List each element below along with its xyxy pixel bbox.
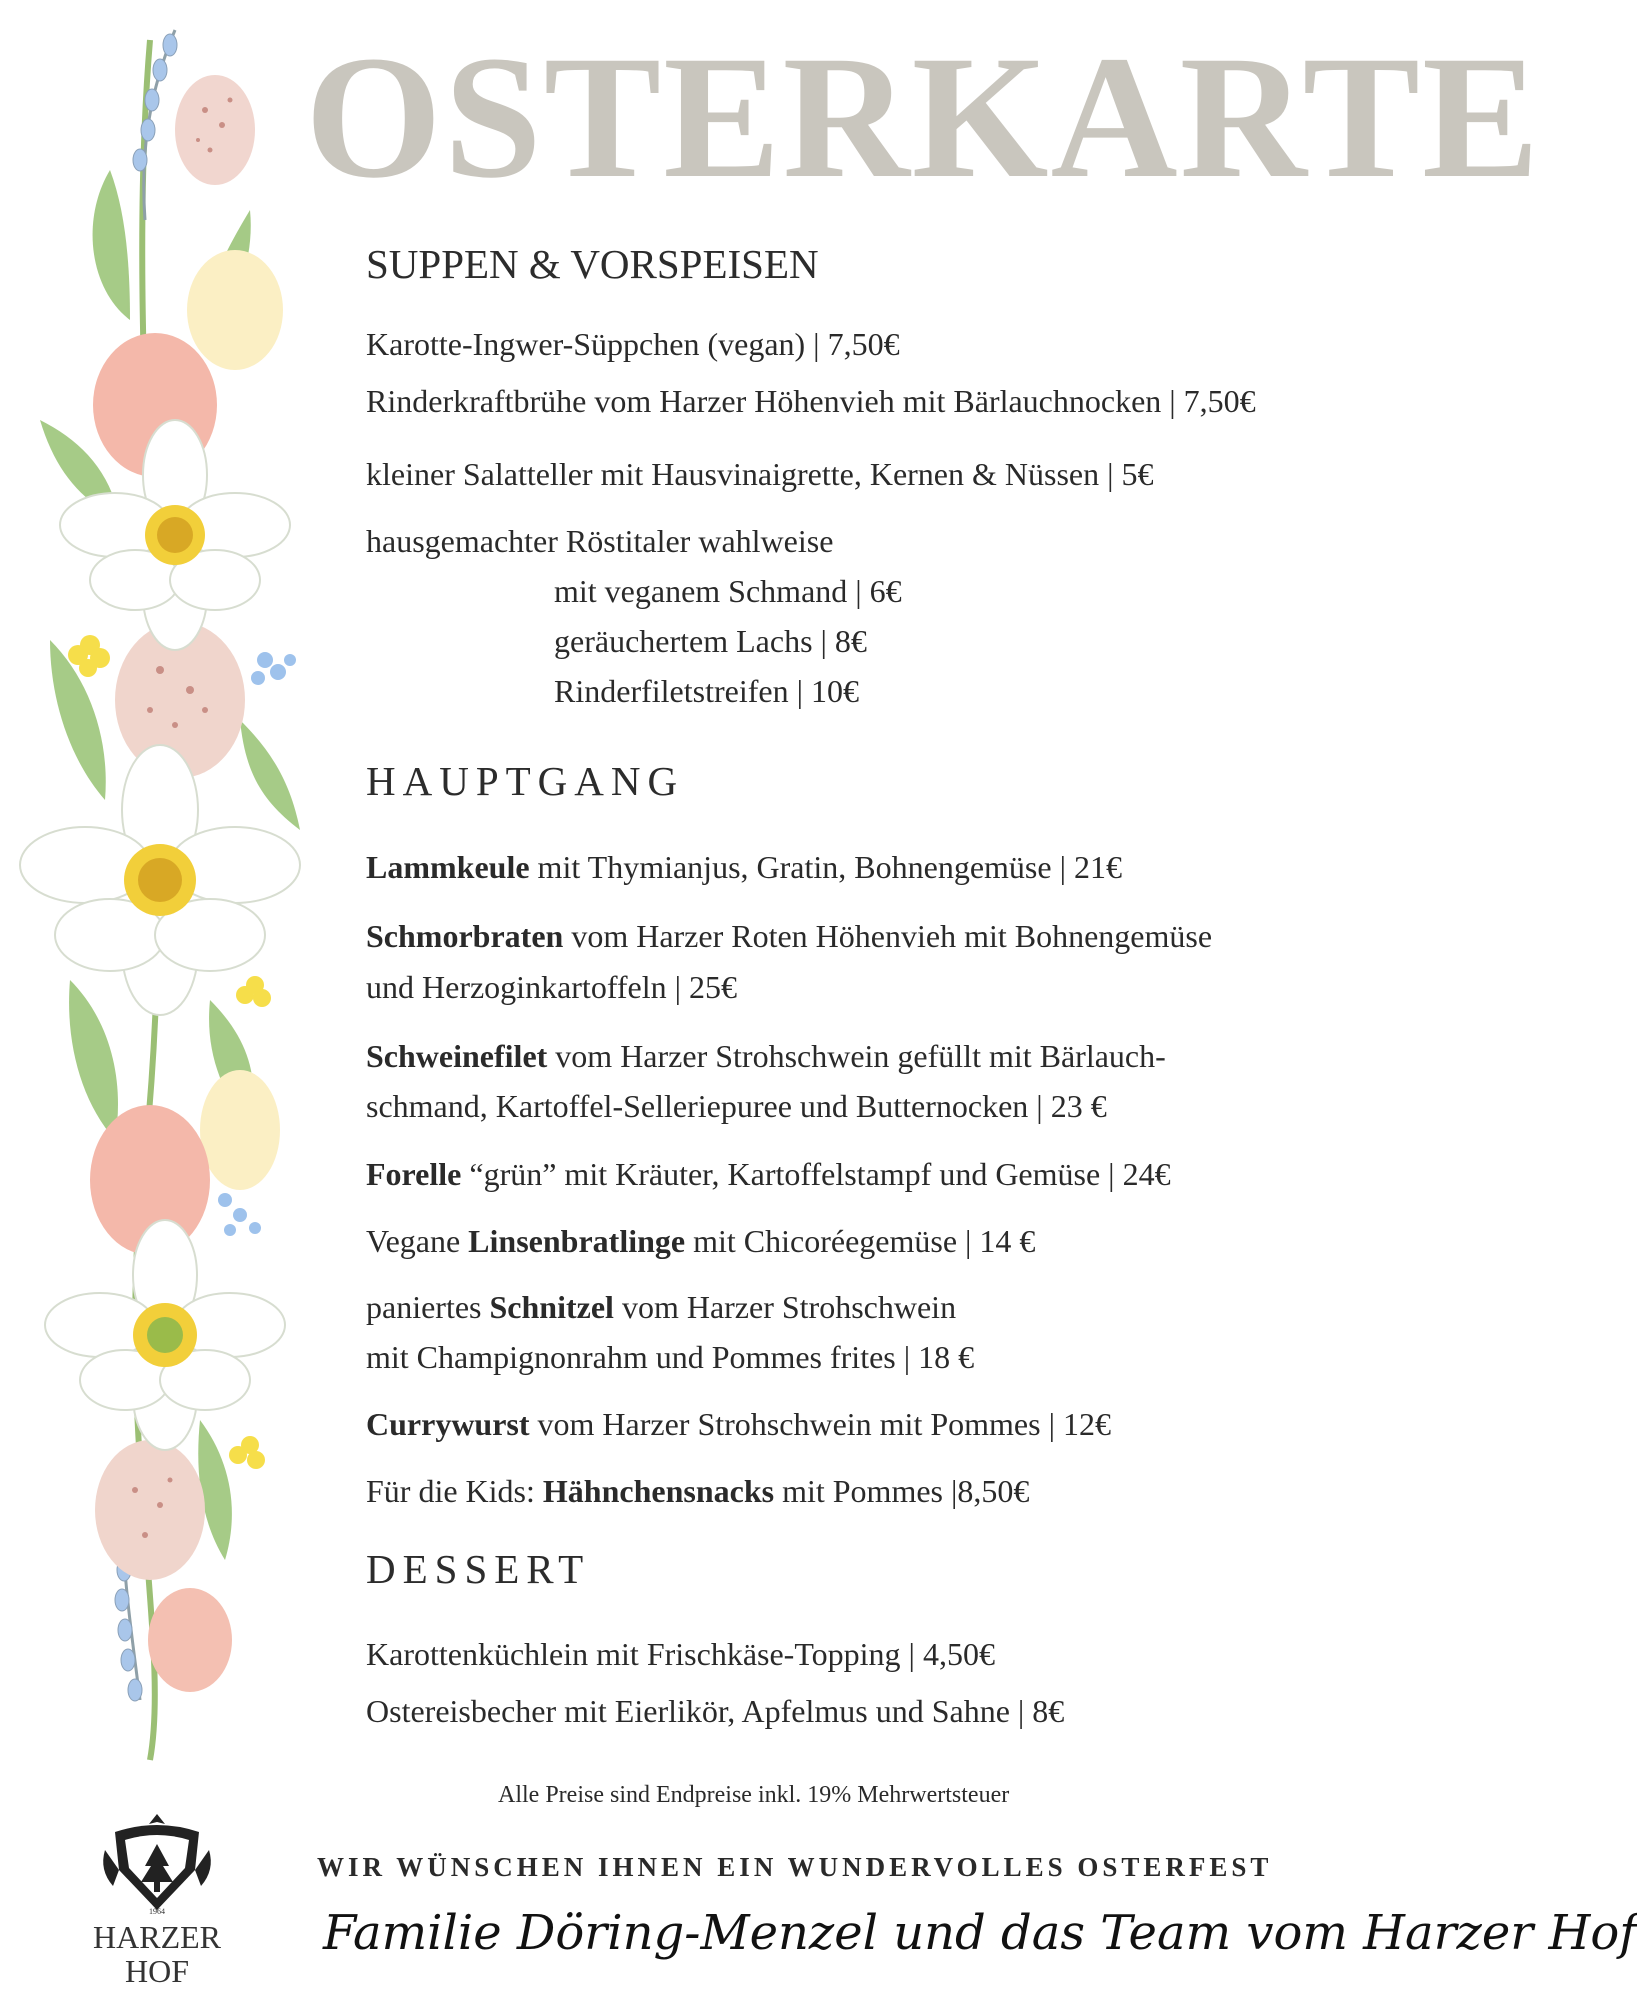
dish-prefix: paniertes <box>366 1289 490 1325</box>
menu-item <box>366 1472 1029 1510</box>
crest-icon <box>97 1810 217 1916</box>
price-note: Alle Preise sind Endpreise inkl. 19% Mehrwertsteuer <box>498 1782 1010 1808</box>
menu-item-continuation: und Herzoginkartoffeln | 25€ <box>366 969 738 1005</box>
menu-item: Ostereisbecher mit Eierlikör, Apfelmus und Sahne | 8€ <box>366 1693 1065 1729</box>
logo-text <box>92 1921 222 1988</box>
menu-item: Karottenküchlein mit Frischkäse-Topping | 4,50€ <box>366 1636 995 1672</box>
menu-item: kleiner Salatteller mit Hausvinaigrette, Kernen & Nüssen | 5€ <box>366 456 1154 492</box>
dish-name: Schnitzel <box>489 1289 614 1325</box>
dish-prefix: Für die Kids: <box>366 1473 543 1509</box>
menu-item-continuation: schmand, Kartoffel-Selleriepuree und Butternocken | 23 € <box>366 1088 1107 1124</box>
easter-wish: WIR WÜNSCHEN IHNEN EIN WUNDERVOLLES OSTERFEST <box>317 1852 1273 1882</box>
menu-item <box>366 1222 1035 1260</box>
dish-name: Schweinefilet <box>366 1038 548 1074</box>
menu-item <box>366 1288 956 1326</box>
dish-description: vom Harzer Strohschwein mit Pommes | 12€ <box>529 1406 1111 1442</box>
narcissus-icon <box>20 420 300 1450</box>
logo-name-line1: HARZER <box>93 1919 221 1955</box>
dish-name: Currywurst <box>366 1406 530 1442</box>
section-heading-suppen: SUPPEN & VORSPEISEN <box>366 241 819 287</box>
menu-item <box>366 848 1122 886</box>
menu-item <box>366 1405 1111 1443</box>
dish-name: Schmorbraten <box>366 918 564 954</box>
dish-name: Lammkeule <box>366 849 530 885</box>
dish-description: vom Harzer Strohschwein gefüllt mit Bärlauch- <box>547 1038 1166 1074</box>
menu-item-continuation: mit Champignonrahm und Pommes frites | 18 € <box>366 1339 975 1375</box>
signature: Familie Döring-Menzel und das Team vom Harzer Hof <box>323 1905 1637 1961</box>
menu-item-option: Rinderfiletstreifen | 10€ <box>554 673 859 709</box>
dish-prefix: Vegane <box>366 1223 469 1259</box>
section-heading-dessert: DESSERT <box>366 1546 591 1592</box>
logo-year: 1964 <box>149 1907 165 1916</box>
dish-name: Linsenbratlinge <box>468 1223 686 1259</box>
logo-name-line2: HOF <box>124 1952 189 1989</box>
menu-item: Karotte-Ingwer-Süppchen (vegan) | 7,50€ <box>366 326 900 362</box>
dish-description: mit Chicoréegemüse | 14 € <box>685 1223 1036 1259</box>
dish-name: Hähnchensnacks <box>542 1473 775 1509</box>
dish-description: mit Pommes |8,50€ <box>774 1473 1030 1509</box>
menu-item-option: geräuchertem Lachs | 8€ <box>554 623 867 659</box>
menu-item <box>366 1037 1166 1075</box>
menu-item-option: mit veganem Schmand | 6€ <box>554 573 902 609</box>
dish-description: “grün” mit Kräuter, Kartoffelstampf und Gemüse | 24€ <box>461 1156 1171 1192</box>
page-title: OSTERKARTE <box>305 20 1542 215</box>
logo <box>92 1810 222 1988</box>
menu-item: hausgemachter Röstitaler wahlweise <box>366 523 834 559</box>
menu-item <box>366 1155 1171 1193</box>
floral-border <box>0 0 330 1780</box>
dish-description: vom Harzer Strohschwein <box>613 1289 957 1325</box>
menu-item: Rinderkraftbrühe vom Harzer Höhenvieh mit Bärlauchnocken | 7,50€ <box>366 383 1256 419</box>
menu-item <box>366 917 1212 955</box>
section-heading-hauptgang: HAUPTGANG <box>366 758 685 804</box>
dish-description: vom Harzer Roten Höhenvieh mit Bohnengemüse <box>563 918 1213 954</box>
dish-name: Forelle <box>366 1156 462 1192</box>
dish-description: mit Thymianjus, Gratin, Bohnengemüse | 21€ <box>529 849 1122 885</box>
